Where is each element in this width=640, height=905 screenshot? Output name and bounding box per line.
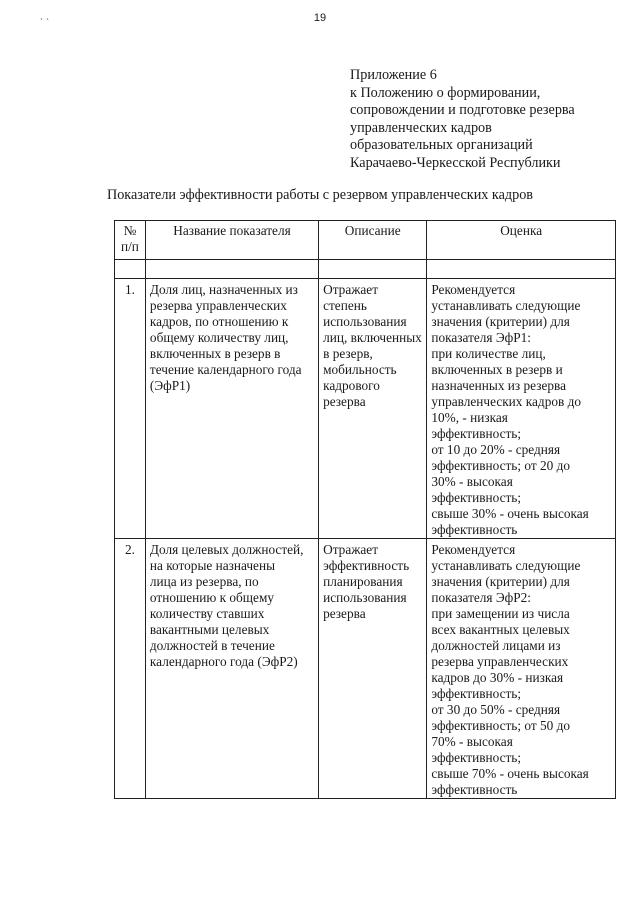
table-spacer-row [115, 260, 616, 279]
header-score: Оценка [427, 221, 616, 260]
cell-text-line: устанавливать следующие [431, 558, 581, 573]
cell-text-line: резерва [323, 394, 366, 409]
row-score [427, 279, 616, 539]
cell-text-line: всех вакантных целевых [431, 622, 570, 637]
header-num: № п/п [115, 221, 146, 260]
cell-text-line: количеству ставших [149, 606, 265, 621]
cell-text-line: течение календарного года [149, 362, 302, 377]
cell-text-line: Доля лиц, назначенных из [149, 282, 298, 297]
cell-text-line: назначенных из резерва [431, 378, 567, 393]
cell-text-line: кадров, по отношению к [149, 314, 289, 329]
cell-text-line: планирования [323, 574, 403, 589]
cell-text-line: Доля целевых должностей, [149, 542, 304, 557]
cell-text-line: календарного года (ЭфР2) [149, 654, 298, 669]
cell-text-line: устанавливать следующие [431, 298, 581, 313]
cell-text-line: (ЭфР1) [149, 378, 191, 393]
appendix-heading [350, 67, 635, 172]
indicators-table [114, 220, 616, 799]
cell-text-line: лица из резерва, по [149, 574, 259, 589]
cell-text-line: включенных в резерв и [431, 362, 563, 377]
appendix-line: сопровождении и подготовке резерва [350, 102, 575, 118]
cell-text-line: свыше 30% - очень высокая [431, 506, 589, 521]
cell-text-line: 30% - высокая [431, 474, 513, 489]
appendix-line: Приложение 6 [350, 67, 437, 83]
cell-text-line: при замещении из числа [431, 606, 570, 621]
cell-text-line: кадров до 30% - низкая [431, 670, 564, 685]
cell-text-line: вакантными целевых [149, 622, 270, 637]
cell-text-line: эффективность [431, 522, 518, 537]
table-header-row [115, 221, 616, 260]
cell-text-line: кадрового [323, 378, 380, 393]
table-row [115, 279, 616, 539]
cell-text-line: общему количеству лиц, [149, 330, 289, 345]
cell-text-line: степень [323, 298, 367, 313]
cell-text-line: отношению к общему [149, 590, 275, 605]
cell-text-line: показателя ЭфР1: [431, 330, 531, 345]
appendix-line: к Положению о формировании, [350, 84, 541, 101]
appendix-line: управленческих кадров [350, 119, 492, 136]
cell-text-line: лиц, включенных [323, 330, 422, 345]
appendix-line: образовательных организаций [350, 137, 533, 153]
cell-text-line: 70% - высокая [431, 734, 513, 749]
cell-text-line: эффективность; [431, 686, 522, 701]
row-score [427, 539, 616, 799]
cell-text-line: резерва управленческих [149, 298, 287, 313]
cell-text-line: значения (критерии) для [431, 574, 570, 589]
cell-text-line: эффективность; от 20 до [431, 458, 571, 473]
cell-text-line: должностей в течение [149, 638, 275, 653]
cell-text-line: эффективность; [431, 490, 522, 505]
cell-text-line: использования [323, 590, 407, 605]
cell-text-line: управленческих кадров до [431, 394, 582, 409]
header-desc: Описание [319, 221, 427, 260]
cell-text-line: эффективность; [431, 750, 522, 765]
cell-text-line: эффективность; [431, 426, 522, 441]
cell-text-line: резерва [323, 606, 366, 621]
cell-text-line: включенных в резерв в [149, 346, 281, 361]
row-description [319, 279, 427, 539]
header-name: Название показателя [145, 221, 318, 260]
cell-text-line: Отражает [323, 282, 379, 297]
cell-text-line: использования [323, 314, 407, 329]
cell-text-line: от 30 до 50% - средняя [431, 702, 561, 717]
table-row [115, 539, 616, 799]
row-number: 2. [115, 539, 146, 799]
cell-text-line: при количестве лиц, [431, 346, 546, 361]
scan-mark: ˎ ˎ [40, 10, 50, 21]
cell-text-line: Рекомендуется [431, 542, 516, 557]
cell-text-line: должностей лицами из [431, 638, 561, 653]
cell-text-line: Отражает [323, 542, 379, 557]
cell-text-line: эффективность; от 50 до [431, 718, 571, 733]
cell-text-line: эффективность [323, 558, 410, 573]
row-name [145, 279, 318, 539]
cell-text-line: резерва управленческих [431, 654, 569, 669]
cell-text-line: 10%, - низкая [431, 410, 508, 425]
document-title: Показатели эффективности работы с резервом управленческих кадров [106, 187, 534, 203]
cell-text-line: в резерв, [323, 346, 373, 361]
cell-text-line: свыше 70% - очень высокая [431, 766, 589, 781]
row-name [145, 539, 318, 799]
cell-text-line: от 10 до 20% - средняя [431, 442, 561, 457]
cell-text-line: мобильность [323, 362, 397, 377]
row-number: 1. [115, 279, 146, 539]
appendix-line: Карачаево-Черкесской Республики [350, 154, 561, 171]
cell-text-line: на которые назначены [149, 558, 276, 573]
row-description [319, 539, 427, 799]
page-number: 19 [313, 12, 327, 24]
cell-text-line: Рекомендуется [431, 282, 516, 297]
cell-text-line: значения (критерии) для [431, 314, 570, 329]
cell-text-line: эффективность [431, 782, 518, 797]
cell-text-line: показателя ЭфР2: [431, 590, 531, 605]
